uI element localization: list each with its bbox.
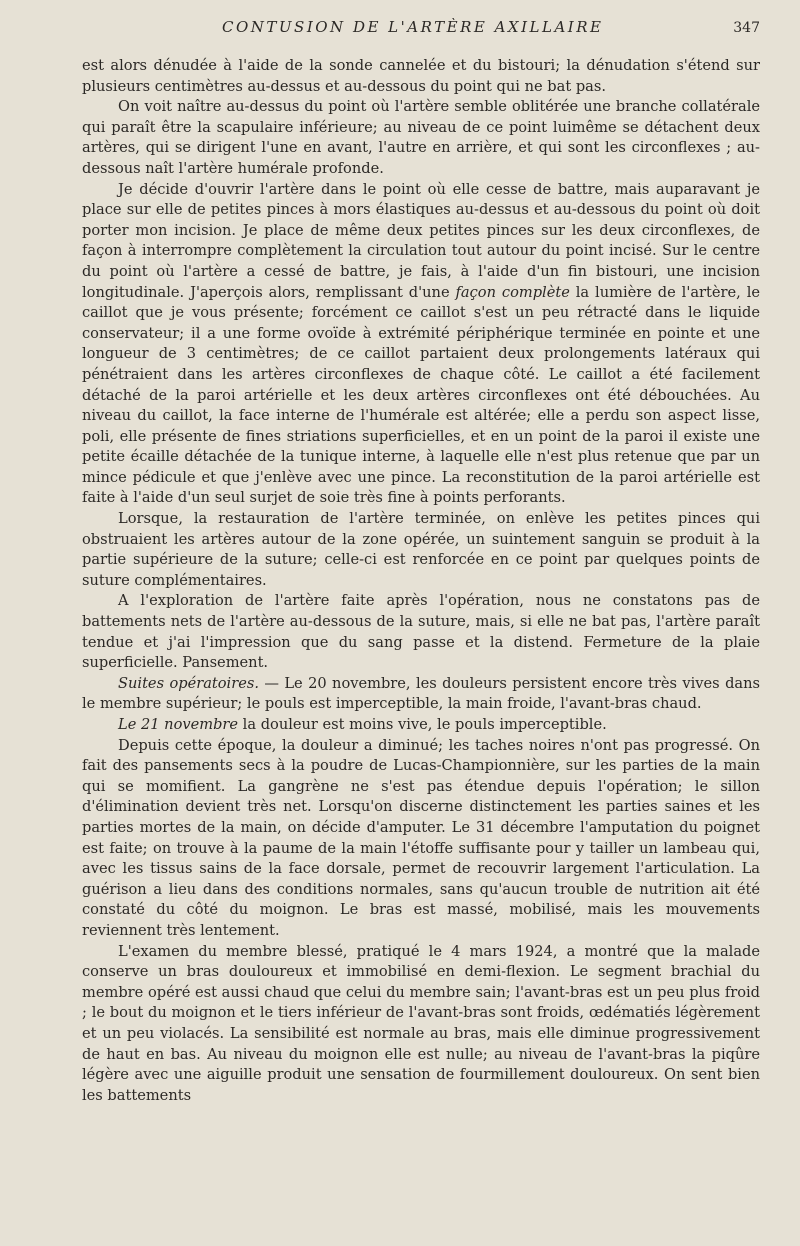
paragraph	[82, 97, 760, 179]
italic-run: Suites opératoires.	[118, 674, 259, 692]
paragraph	[82, 180, 760, 510]
text-run: la douleur est moins vive, le pouls imperceptible.	[238, 716, 607, 733]
text-run: Lorsque, la restauration de l'artère terminée, on enlève les petites pinces qui obstruaient les artères autour de la zone opérée, un suintement sanguin se produit à la partie supérieure de la suture; celle-ci est renforcée en ce point par quelques points de suture complémentaires.	[82, 510, 760, 589]
text-run: A l'exploration de l'artère faite après l'opération, nous ne constatons pas de battements nets de l'artère au-dessous de la suture, mais, si elle ne bat pas, l'artère paraît tendue et j'ai l'impression que du sang passe et la distend. Fermeture de la plaie superficielle. Pansement.	[82, 592, 760, 672]
paragraph	[82, 736, 760, 942]
paragraph	[82, 591, 760, 673]
italic-run: façon complète	[455, 283, 570, 301]
paragraph	[82, 715, 760, 736]
paragraph	[82, 674, 760, 715]
text-run: Je décide d'ouvrir l'artère dans le point où elle cesse de battre, mais auparavant je place sur elle de petites pinces à mors élastiques au-dessus et au-dessous du point où doit porter mon incision. Je place de même deux petites pinces sur les deux circonflexes, de façon à interrompre complètement la circulation tout autour du point incisé. Sur le centre du point où l'artère a cessé de battre, je fais, à l'aide d'un fin bistouri, une incision longitudinale. J'aperçois alors, remplissant d'une	[82, 180, 760, 301]
paragraph	[82, 942, 760, 1107]
text-run: — Le 20 novembre, les douleurs persistent encore très vives dans le membre supérieur; le pouls est imperceptible, la main froide, l'avant-bras chaud.	[82, 674, 760, 713]
text-run: On voit naître au-dessus du point où l'artère semble oblitérée une branche collatérale qui paraît être la scapulaire inférieure; au niveau de ce point luimême se détachent deux artères, qui se dirigent l'une en avant, l'autre en arrière, et qui sont les circonflexes ; au-dessous naît l'artère humérale profonde.	[82, 98, 760, 177]
text-run: Depuis cette époque, la douleur a diminué; les taches noires n'ont pas progressé. On fait des pansements secs à la poudre de Lucas-Championnière, sur les parties de la main qui se momifient. La gangrène ne s'est pas étendue depuis l'opération; le sillon d'élimination devient très net. Lorsqu'on discerne distinctement les parties saines et les parties mortes de la main, on décide d'amputer. Le 31 décembre l'amputation du poignet est faite; on trouve à la paume de la main l'étoffe suffisante pour y tailler un lambeau qui, avec les tissus sains de la face dorsale, permet de recouvrir largement l'articulation. La guérison a lieu dans des conditions normales, sans qu'aucun trouble de nutrition ait été constaté du côté du moignon. Le bras est massé, mobilisé, mais les mouvements reviennent très lentement.	[82, 736, 760, 939]
italic-run: Le 21 novembre	[118, 716, 239, 733]
text-run: L'examen du membre blessé, pratiqué le 4 mars 1924, a montré que la malade conserve un bras douloureux et immobilisé en demi-flexion. Le segment brachial du membre opéré est aussi chaud que celui du membre sain; l'avant-bras est un peu plus froid ; le bout du moignon et le tiers inférieur de l'avant-bras sont froids, œdématiés légèrement et un peu violacés. La sensibilité est normale au bras, mais elle diminue progressivement de haut en bas. Au niveau du moignon elle est nulle; au niveau de l'avant-bras la piqûre légère avec une aiguille produit une sensation de fourmillement douloureux. On sent bien les battements	[82, 942, 760, 1104]
text-run: est alors dénudée à l'aide de la sonde cannelée et du bistouri; la dénudation s'étend sur plusieurs centimètres au-dessus et au-dessous du point qui ne bat pas.	[82, 57, 760, 95]
text-run: la lumière de l'artère, le caillot que je vous présente; forcément ce caillot s'est un peu rétracté dans le liquide conservateur; il a une forme ovoïde à extrémité périphérique terminée en pointe et une longueur de 3 centimètres; de ce caillot partaient deux prolongements latéraux qui pénétraient dans les artères circonflexes de chaque côté. Le caillot a été facilement détaché de la paroi artérielle et les deux artères circonflexes ont été débouchées. Au niveau du caillot, la face interne de l'humérale est altérée; elle a perdu son aspect lisse, poli, elle présente de fines striations superficielles, et en un point de la paroi il existe une petite écaille détachée de la tunique interne, à laquelle elle n'est plus retenue que par un mince pédicule et que j'enlève avec une pince. La reconstitution de la paroi artérielle est faite à l'aide d'un seul surjet de soie très fine à points perforants.	[82, 283, 761, 507]
paragraph	[82, 56, 760, 97]
running-head	[222, 18, 760, 46]
body-text	[82, 56, 760, 1106]
paragraph	[82, 509, 760, 591]
page-number: 347	[733, 20, 760, 36]
running-title: CONTUSION DE L'ARTÈRE AXILLAIRE	[222, 18, 604, 36]
